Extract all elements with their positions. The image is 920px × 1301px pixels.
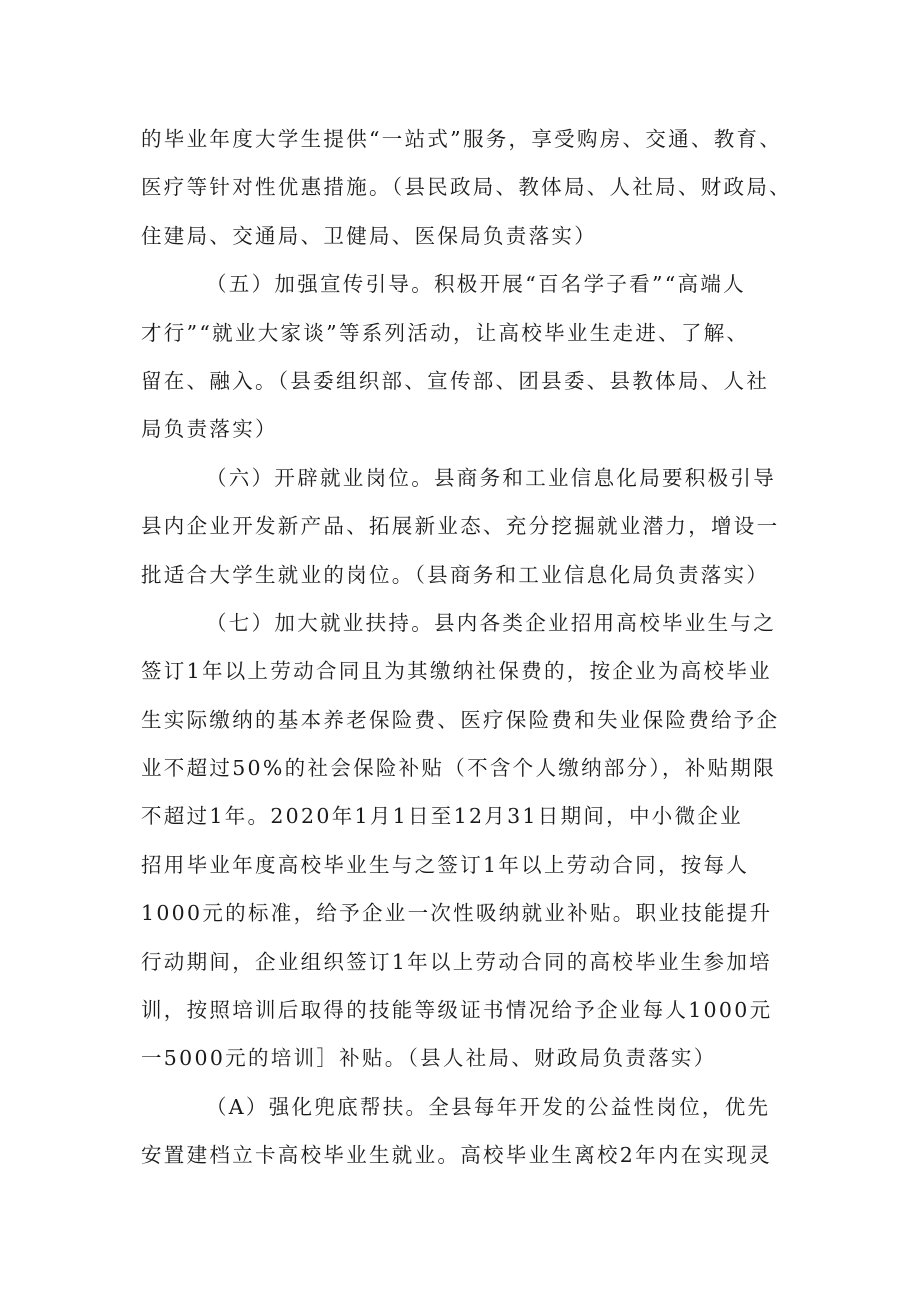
text-line: 训，按照培训后取得的技能等级证书情况给予企业每人1000元	[141, 998, 773, 1023]
body-text	[141, 115, 791, 1180]
text-line: 留在、融入。（县委组织部、宣传部、团县委、县教体局、人社	[141, 368, 770, 393]
text-line: 招用毕业年度高校毕业生与之签订1年以上劳动合同，按每人	[141, 852, 750, 877]
text-line: 签订1年以上劳动合同且为其缴纳社保费的，按企业为高校毕业	[141, 659, 772, 684]
text-line: 医疗等针对性优惠措施。（县民政局、教体局、人社局、财政局、	[141, 175, 792, 200]
paragraph-heading-8: （A）强化兜底帮扶。全县每年开发的公益性岗位，优先	[206, 1094, 771, 1119]
paragraph-heading-7: （七）加大就业扶持。县内各类企业招用高校毕业生与之	[206, 610, 776, 635]
paragraph-heading-5: （五）加强宣传引导。积极开展“百名学子看”“高端人	[206, 272, 746, 297]
text-line: 住建局、交通局、卫健局、医保局负责落实）	[141, 223, 597, 248]
text-line: 安置建档立卡高校毕业生就业。高校毕业生离校2年内在实现灵	[141, 1143, 772, 1168]
text-line: 批适合大学生就业的岗位。（县商务和工业信息化局负责落实）	[141, 562, 770, 587]
text-line: 行动期间，企业组织签订1年以上劳动合同的高校毕业生参加培	[141, 949, 772, 974]
text-line: 才行”“就业大家谈”等系列活动，让高校毕业生走进、了解、	[141, 320, 750, 345]
paragraph-heading-6: （六）开辟就业岗位。县商务和工业信息化局要积极引导	[206, 465, 776, 490]
text-line: 的毕业年度大学生提供“一站式”服务，享受购房、交通、教育、	[141, 127, 783, 151]
text-line: 不超过1年。2020年1月1日至12月31日期间，中小微企业	[141, 804, 743, 829]
text-line: 一5000元的培训］补贴。（县人社局、财政局负责落实）	[141, 1046, 717, 1071]
text-line: 业不超过50%的社会保险补贴（不含个人缴纳部分），补贴期限	[141, 756, 777, 781]
text-line: 生实际缴纳的基本养老保险费、医疗保险费和失业保险费给予企	[141, 707, 780, 732]
text-line: 县内企业开发新产品、拓展新业态、充分挖掘就业潜力，增设一	[141, 514, 780, 539]
text-line: 局负责落实）	[141, 417, 278, 442]
text-line: 1000元的标准，给予企业一次性吸纳就业补贴。职业技能提升	[141, 901, 773, 926]
